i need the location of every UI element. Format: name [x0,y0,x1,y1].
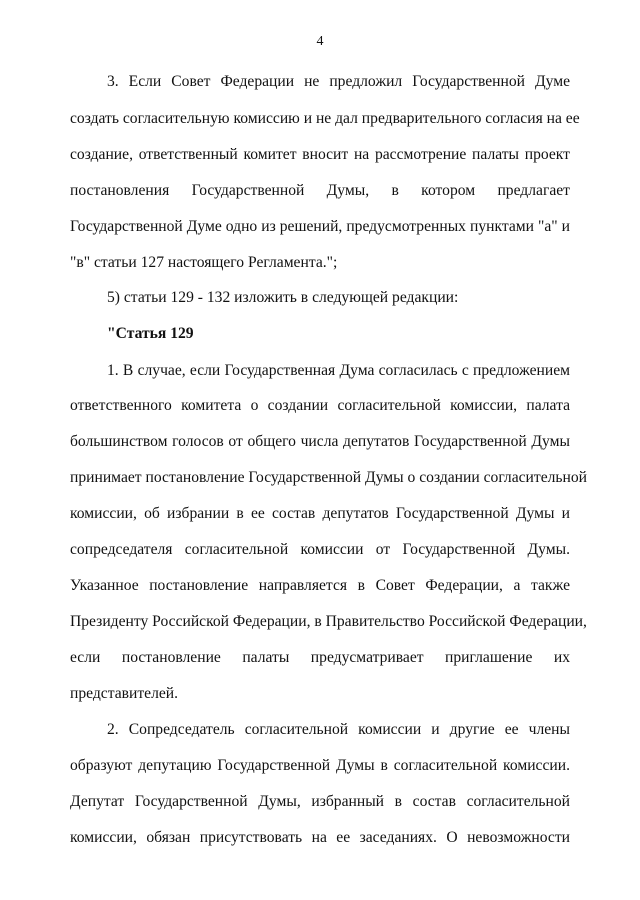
article-heading: "Статья 129 [107,325,194,342]
paragraph-line: Президенту Российской Федерации, в Правительство Российской Федерации, [70,613,587,630]
paragraph-line: Государственной Думе одно из решений, предусмотренных пунктами "а" и [70,218,570,235]
paragraph-line: образуют депутацию Государственной Думы в согласительной комиссии. [70,757,570,774]
paragraph-line: представителей. [70,685,179,702]
paragraph-line: создание, ответственный комитет вносит на рассмотрение палаты проект [70,146,570,163]
paragraph-line: комиссии, об избрании в ее состав депутатов Государственной Думы и [70,505,570,522]
paragraph-line: создать согласительную комиссию и не дал предварительного согласия на ее [70,110,580,127]
paragraph-line: комиссии, обязан присутствовать на ее заседаниях. О невозможности [70,829,570,846]
page-number: 4 [316,34,324,49]
paragraph-line: ответственного комитета о создании согласительной комиссии, палата [70,397,570,414]
paragraph-line: если постановление палаты предусматривает приглашение их [70,649,570,666]
paragraph-line: Указанное постановление направляется в Совет Федерации, а также [70,577,570,594]
paragraph-line: 2. Сопредседатель согласительной комиссии и другие ее члены [107,721,570,738]
paragraph-line: принимает постановление Государственной Думы о создании согласительной [70,469,588,486]
paragraph-line: 1. В случае, если Государственная Дума согласилась с предложением [107,362,570,379]
amendment-item: 5) статьи 129 - 132 изложить в следующей редакции: [107,289,459,306]
paragraph-line: большинством голосов от общего числа депутатов Государственной Думы [70,433,570,450]
paragraph-line: постановления Государственной Думы, в котором предлагает [70,182,570,199]
paragraph-line: Депутат Государственной Думы, избранный в состав согласительной [70,793,570,810]
paragraph-line: "в" статьи 127 настоящего Регламента."; [70,254,338,271]
paragraph-line: сопредседателя согласительной комиссии от Государственной Думы. [70,541,570,558]
paragraph-line: 3. Если Совет Федерации не предложил Государственной Думе [107,73,570,90]
